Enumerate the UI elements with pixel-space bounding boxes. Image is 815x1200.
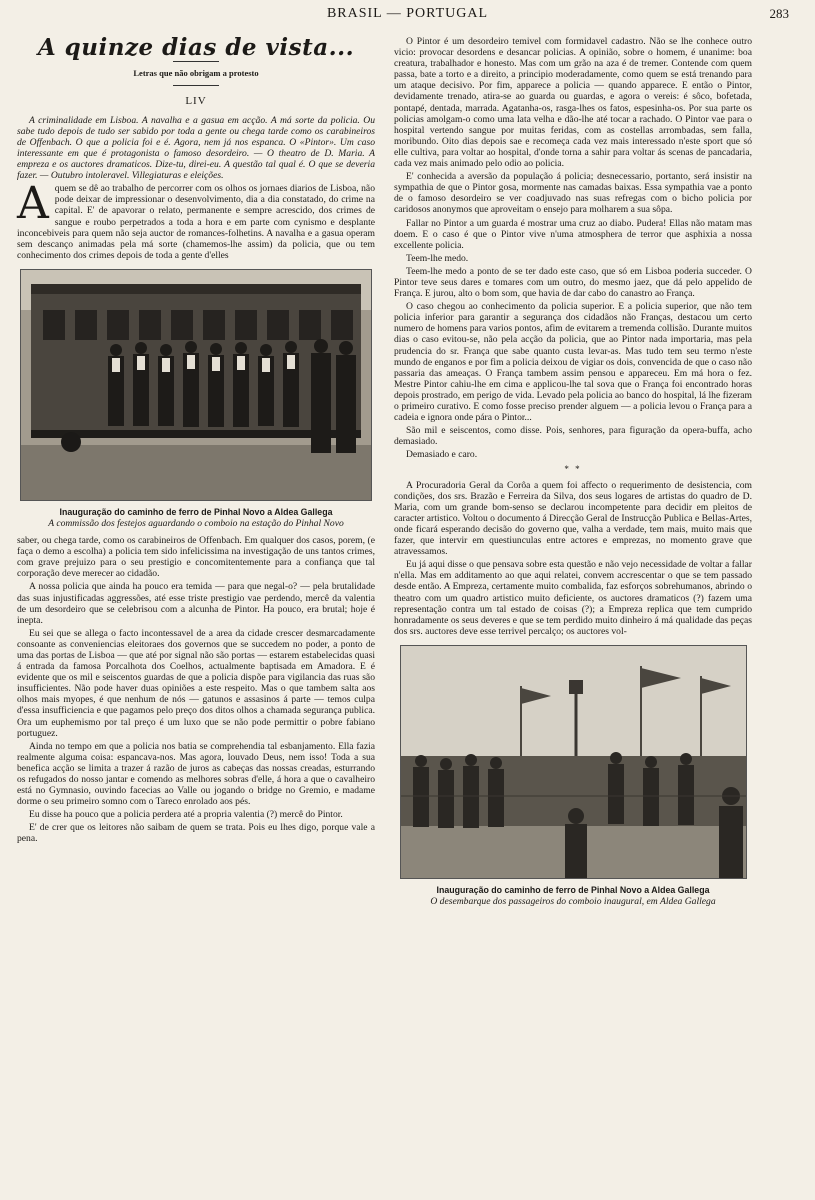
page-header [0, 6, 815, 24]
arrival-photo-illustration [401, 646, 746, 878]
paragraph: E' de crer que os leitores não saibam de quem se trata. Pois eu lhes digo, porque vale a pena. [17, 822, 375, 845]
station-photo-illustration [21, 270, 371, 500]
article-summary: A criminalidade em Lisboa. A navalha e a gasua em acção. A má sorte da policia. Ou sabe tudo depois de tudo ser sabido por toda a gente ou chega tarde como os carabineiros de Offenbach. O que a policia foi e é. Agora, nem já nos espanca. O «Pintor». Um caso interessante em que é protagonista o famoso desordeiro. — O theatro de D. Maria. A empreza e os auctores dramaticos. Dize-tu, direi-eu. A questão tal qual é. O que se deveria fazer. — Outubro intoleravel. Villegiaturas e eleições. [17, 115, 375, 182]
paragraph: Eu disse ha pouco que a policia perdera até a propria valentia (?) mercê do Pintor. [29, 809, 343, 821]
paragraph: Eu já aqui disse o que pensava sobre esta questão e não vejo necessidade de voltar a fallar n'ella. Mas em additamento ao que aqui relatei, convem accrescentar o que se tem passado desde então. A Empreza, certamente muito combalida, faz esforços sobrehumanos, abrindo o theatro com um quadro artistico muito deficiente, os auctores dramaticos (?) fazem uma representação contra um tal estado de coisas (?); a Empreza replica que tem cumprido honradamente os seus deveres e que se tem perdido muito dinheiro á má qualidade das peças dos srs. auctores deve esse terrivel percalço; os auctores vol- [394, 559, 752, 637]
paragraph: Teem-lhe medo a ponto de se ter dado este caso, que só em Lisboa poderia succeder. O Pintor teve seus dares e tomares com um outro, do mesmo jaez, que dá pelo appelido de França. E jurou, alto o bom som, que havia de dar cabo do canastro ao França. [394, 265, 752, 300]
paragraph: O Pintor é um desordeiro temivel com formidavel cadastro. Não se lhe conhece outro vicio: provocar desordens e desancar policias. A opinião, sobre o homem, é unanime: boa creatura, trabalhador e honesto. Mas com um grão na aza é de tremer. Contende com quem passa, bate a torto e a direito, a principio moderadamente, como quem se está trenando para um ataque decisivo. Por fim, apparece a policia — quando apparece. E então o Pintor, devidamente trenado, atira-se ao guarda ou guardas, e agora o vereis: é sôco, bofetada, pontapé, dentada, marrada. Agatanha-os, rasga-lhes os fatos, espesinha-os. Por sua parte os policias amolgam-o como uma lata velha e dão-lhe até tocar a rachado. O Pintor vae para o hospital vertendo sangue por muitas feridas, com as costellas arrombadas, sem falla, moribundo. Oito dias depois sae e recomeça cada vez mais interessado n'este sport que só elle cultiva, para voltar ao hospital, d'onde torna a sahir para voltar ás scenas de pancadaria, cada vez mais animado pelo odio ao policia. [394, 36, 752, 170]
paragraph: A nossa policia que ainda ha pouco era temida — para que negal-o? — pela brutalidade das suas injustificadas aggressões, até esse triste prestigio vae perdendo, mercê da valentia de um desordeiro que se celebrisou com a alcunha de Pintor. Ha pouco, era brutal; hoje é inepta. [17, 581, 375, 626]
subtitle-rule [173, 85, 219, 86]
paragraph: O caso chegou ao conhecimento da policia superior. E a policia superior, que não tem policia inferior para garantir a segurança dos cidadãos não Franças, destacou um certo numero de homens para varios pontos, afim de evitarem a tremenda collisão. Durante muitos dias o caso evitou-se, não pela acção da policia, que ao Pintor nada importaria, mas pela prudencia do sr. França que sabe quanto custa levar-as. Mas tudo tem seu termo n'este mundo de enganos e por fim a policia deixou de vigiar os dois, convencida de que o caso não passaria das ameaças. O França tambem assim pensou e appareceu. Em má hora o fez. Mestre Pintor cahiu-lhe em cima e applicou-lhe tal sova que o França foi encontrado horas depois prostrado, em perigo de vida. Levado pela policia ao banco do hospital, lá lhe fizeram o primeiro curativo. E como fosse preciso prender alguem — a policia levou o França para a cadeia e ignora onde pára o Pintor... [394, 301, 752, 424]
article-subtitle: Letras que não obrigam a protesto [133, 68, 259, 79]
figure-station [17, 269, 375, 529]
opening-text: quem se dê ao trabalho de percorrer com os olhos os jornaes diarios de Lisboa, não pode deixar de impressionar o desenvolvimento, dia a dia constatado, do crime na capital. E' de apavorar o relato, permanente e sempre acrescido, dos crimes de sangue e roubo perpetrados a toda a hora e em parte com cynismo e desplante inconcebiveis para quem não seja auctor de romances-folhetins. A navalha e a gasua operam sem descanço animadas pela má sorte (chamemos-lhe assim) da policia, que ou tem conhecimento dos crimes depois de toda a gente d'elles [17, 183, 375, 261]
paragraph: São mil e seiscentos, como disse. Pois, senhores, para figuração da opera-buffa, acho demasiado. [394, 425, 752, 448]
running-title: BRASIL — PORTUGAL [326, 6, 489, 21]
paragraph: Demasiado e caro. [406, 449, 478, 461]
drop-cap: A [17, 178, 49, 230]
photo-station-committee [20, 269, 372, 501]
title-rule [173, 61, 219, 62]
figure-1-title: Inauguração do caminho de ferro de Pinhal Novo a Aldea Gallega [59, 506, 333, 517]
paragraph: Fallar no Pintor a um guarda é mostrar uma cruz ao diabo. Pudera! Ellas não matam mas doem. E o caso é que o Pintor vive n'uma atmosphera de terror que asphixia a nossa excellente policia. [394, 217, 752, 251]
paragraph: saber, ou chega tarde, como os carabineiros de Offenbach. Em qualquer dos casos, porem, (e faça o demo a escolha) a policia tem sido infelicissima na investigação de uns tantos crimes, com grave prejuizo para o seu prestigio e concomitentemente para a confiança que tal corporação deve merecer ao cidadão. [17, 535, 375, 580]
figure-arrival [394, 645, 752, 907]
section-separator: * * [564, 464, 582, 475]
paragraph: Eu sei que se allega o facto incontessavel de a area da cidade crescer desmarcadamente consoante as conveniencias eleitoraes dos governos que se succedem no poder, a ponto de uma das portas de Lisboa — que até por signal não são portas — estarem estabelecidas quasi á entrada da famosa Porcalhota dos Coelhos, actualmente baptisada em Amadora. E é evidente que os mil e seiscentos guardas de que a policia dispõe para vigilancia das ruas são insufficientes. Não pode haver duas opiniões a este respeito. Mas o que tambem salta aos olhos mais myopes, é que nenhum de nós — gatunos e assasinos á parte — temos culpa d'essa insufficiencia e que pagamos pelo preço dos ditos olhos a chamada segurança publica. Ora um euphemismo por tal preço é um luxo que se não pode permittir o pobre fabiano portuguez. [17, 627, 375, 739]
paragraph: E' conhecida a aversão da população á policia; desnecessario, portanto, será insistir na sympathia de que o Pintor gosa, mormente nas camadas baixas. Essa sympathia vae a ponto de o famoso desordeiro se ver coadjuvado nas suas refregas com o bicho policia por caridosos anonymos que aproveitam o ensejo para molharem a sua sôpa. [394, 171, 752, 216]
paragraph: Teem-lhe medo. [406, 252, 469, 264]
photo-passengers-arrival [400, 645, 747, 879]
figure-2-title: Inauguração do caminho de ferro de Pinhal Novo a Aldea Gallega [436, 884, 710, 895]
figure-2-caption: O desembarque dos passageiros do comboio inaugural, em Aldea Gallega [430, 895, 716, 907]
paragraph: A Procuradoria Geral da Corôa a quem foi affecto o requerimento de desistencia, com condições, dos srs. Brazão e Ferreira da Silva, dos seus logares de artistas do quadro de D. Maria, com um grande bom-senso se declarou incompetente para decidir em pleitos de caracter artistico. Voltou o documento á Direcção Geral de Instrucção Publica e Bellas-Artes, onde ficará esperando decisão do governo que, valha a verdade, tem mais, muito mais que fazer, que intervir em questiunculas entre actores e emprezas, no momento grave que atravessamos. [394, 479, 752, 558]
figure-1-caption: A commissão dos festejos aguardando o comboio na estação do Pinhal Novo [48, 518, 344, 530]
page-number: 283 [769, 6, 789, 21]
chapter-numeral: LIV [185, 95, 207, 108]
article-title: A quinze dias de vista... [37, 34, 355, 61]
left-column [17, 36, 375, 847]
paragraph: Ainda no tempo em que a policia nos batia se comprehendia tal esbanjamento. Ella fazia realmente alguma coisa: espancava-nos. Mas agora, louvado Deus, nem isso! Toda a sua benefica acção se limita a trazer á razão de juros as cabeças das nossas creadas, esturrando os refugados do nosso jantar e comendo as melhores sobras d'elle, á hora a que o cavalheiro está no Gymnasio, ouvindo facecias ao Valle ou jogando o bridge no Gremio, e madame dorme o seu primeiro somno com o Tareco enrolado aos pés. [17, 740, 375, 808]
opening-paragraph [17, 178, 375, 261]
right-column [394, 36, 752, 913]
